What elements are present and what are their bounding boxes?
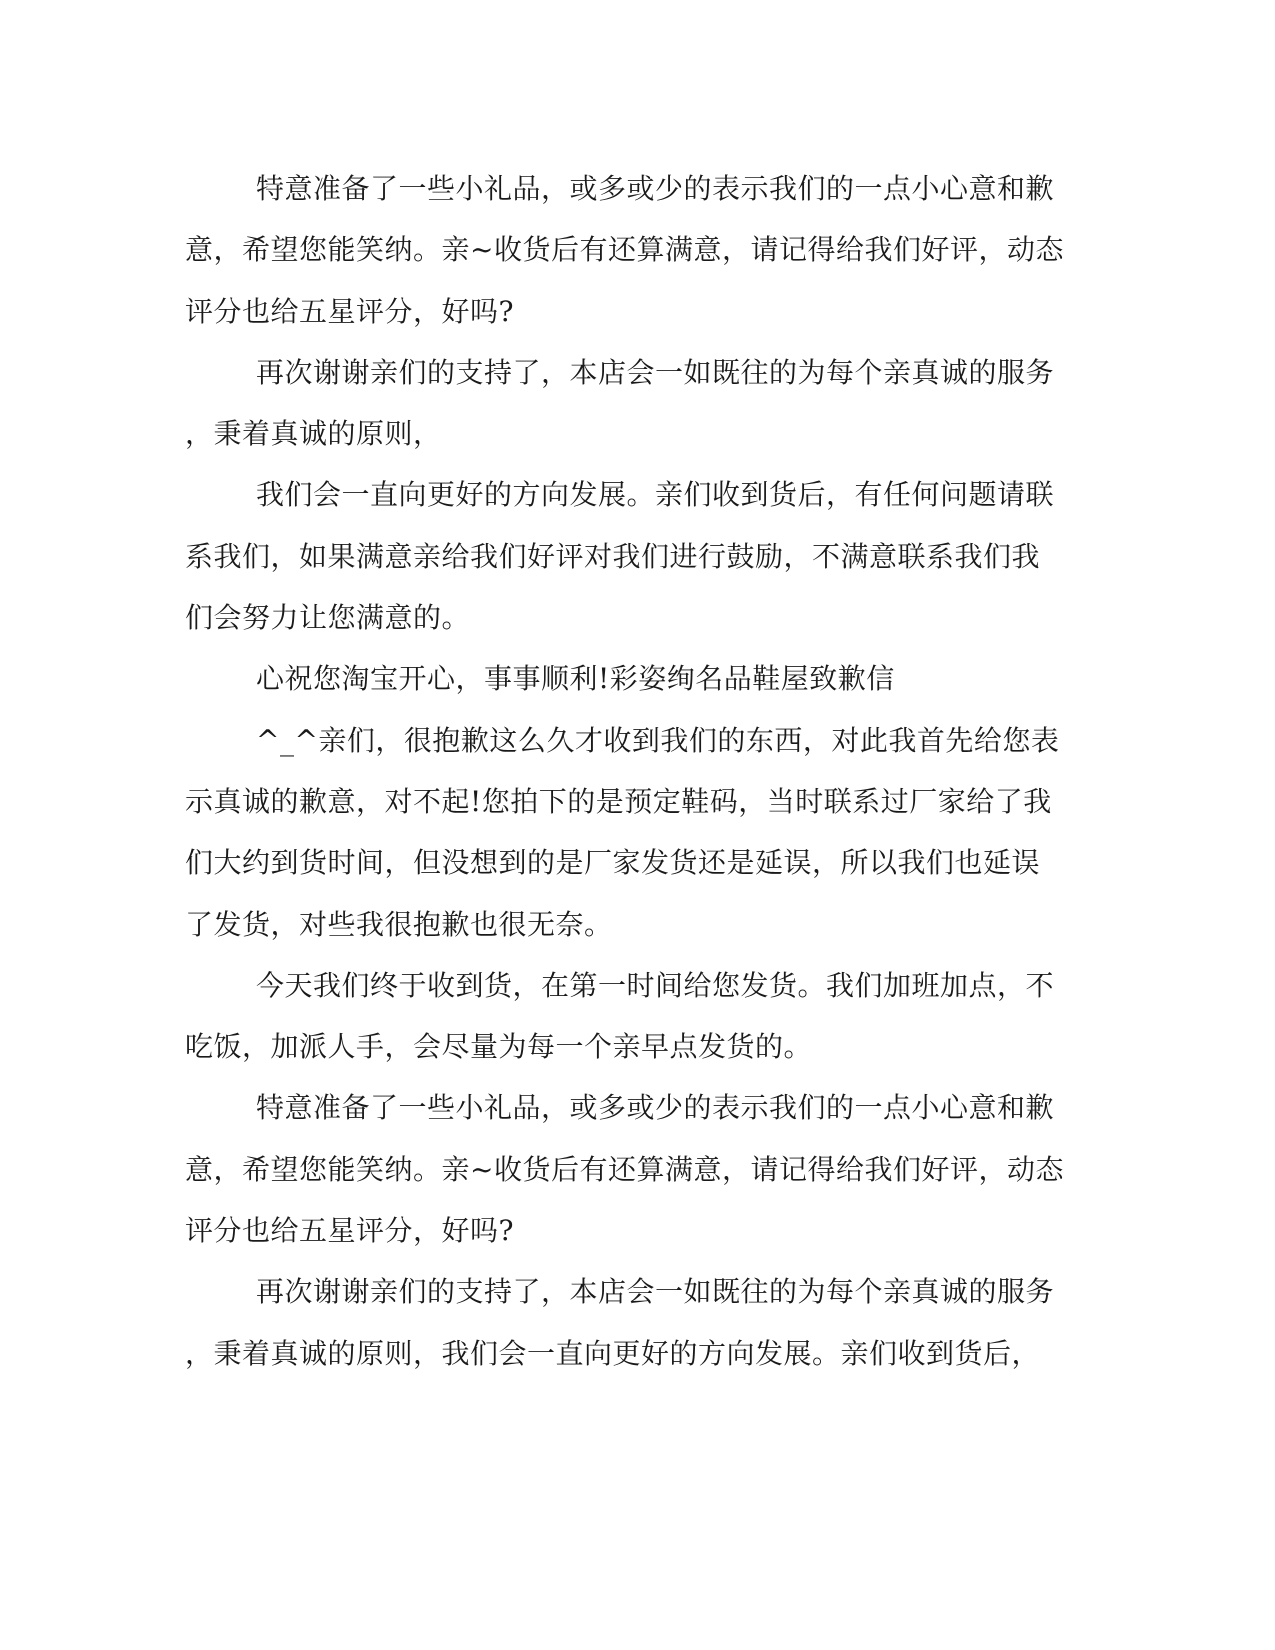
document-body	[185, 158, 1065, 1384]
text-line: 意，希望您能笑纳。亲~收货后有还算满意，请记得给我们好评，动态	[185, 233, 1064, 267]
text-line: 评分也给五星评分，好吗?	[185, 1214, 515, 1248]
text-line: 意，希望您能笑纳。亲~收货后有还算满意，请记得给我们好评，动态	[185, 1152, 1064, 1186]
text-line: 评分也给五星评分，好吗?	[185, 294, 515, 328]
text-line: 特意准备了一些小礼品，或多或少的表示我们的一点小心意和歉	[256, 1091, 1055, 1125]
text-line: 系我们，如果满意亲给我们好评对我们进行鼓励，不满意联系我们我	[185, 539, 1041, 573]
text-line: 再次谢谢亲们的支持了，本店会一如既往的为每个亲真诚的服务	[256, 355, 1055, 389]
text-line: ，秉着真诚的原则，	[185, 417, 442, 451]
text-line: ，秉着真诚的原则，我们会一直向更好的方向发展。亲们收到货后，	[185, 1336, 1041, 1370]
text-line: 们会努力让您满意的。	[185, 601, 471, 635]
text-line: 我们会一直向更好的方向发展。亲们收到货后，有任何问题请联	[256, 478, 1055, 512]
text-line: 示真诚的歉意，对不起!您拍下的是预定鞋码，当时联系过厂家给了我	[185, 784, 1052, 818]
text-line: 今天我们终于收到货，在第一时间给您发货。我们加班加点，不	[256, 968, 1055, 1002]
text-line: 特意准备了一些小礼品，或多或少的表示我们的一点小心意和歉	[256, 172, 1055, 205]
text-line: 了发货，对些我很抱歉也很无奈。	[185, 907, 613, 941]
text-line: 再次谢谢亲们的支持了，本店会一如既往的为每个亲真诚的服务	[256, 1275, 1055, 1309]
text-line: ^_^亲们，很抱歉这么久才收到我们的东西，对此我首先给您表	[256, 723, 1060, 757]
text-line: 们大约到货时间，但没想到的是厂家发货还是延误，所以我们也延误	[185, 846, 1041, 880]
text-line: 吃饭，加派人手，会尽量为每一个亲早点发货的。	[185, 1030, 813, 1064]
text-line: 心祝您淘宝开心，事事顺利!彩姿绚名品鞋屋致歉信	[256, 662, 895, 696]
